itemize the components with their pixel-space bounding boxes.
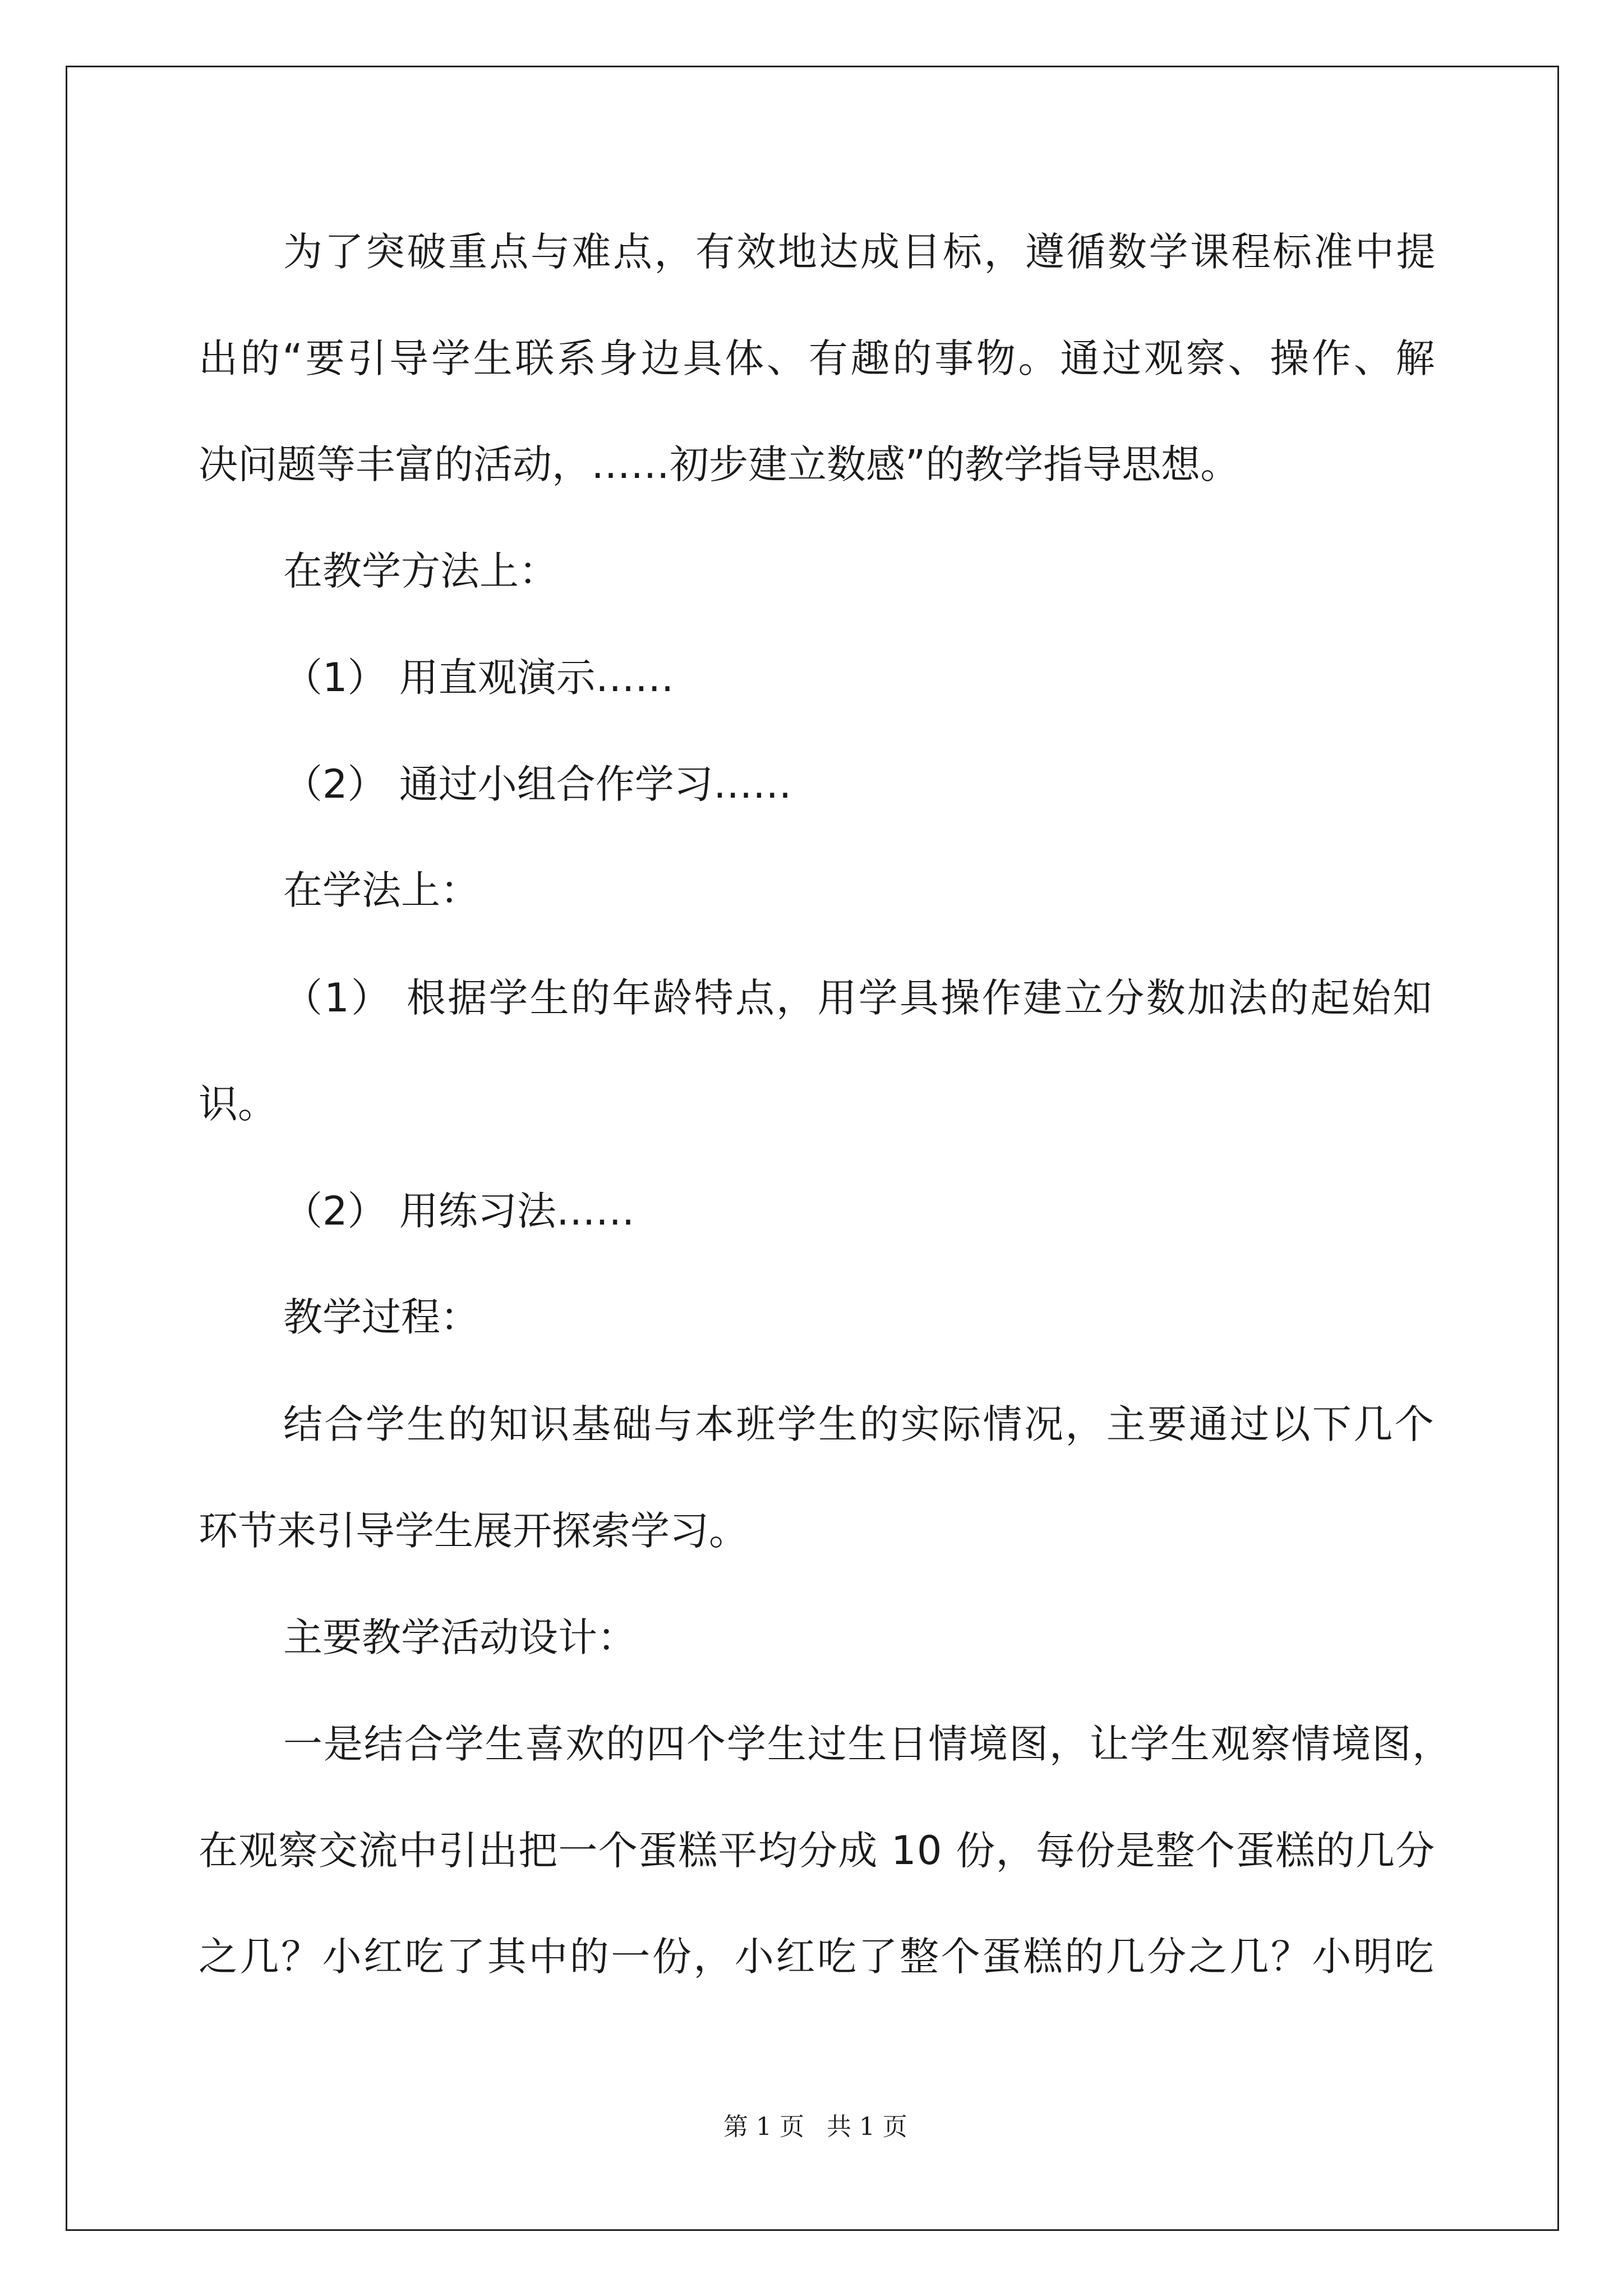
paragraph-line: 结合学生的知识基础与本班学生的实际情况，主要通过以下几个 bbox=[283, 1401, 1436, 1447]
paragraph-line: 之几？小红吃了其中的一份，小红吃了整个蛋糕的几分之几？小明吃 bbox=[199, 1934, 1436, 1980]
section-label: 教学过程： bbox=[283, 1294, 479, 1340]
page-footer bbox=[723, 2110, 907, 2144]
section-label: 在学法上： bbox=[283, 867, 479, 913]
paragraph-line: 识。 bbox=[199, 1081, 277, 1127]
list-item: （2） 用练习法…… bbox=[283, 1188, 635, 1234]
page-number: 第 1 页 bbox=[723, 2113, 804, 2141]
paragraph-line: 环节来引导学生展开探索学习。 bbox=[199, 1508, 748, 1554]
paragraph-line: 一是结合学生喜欢的四个学生过生日情境图，让学生观察情境图， bbox=[283, 1721, 1453, 1767]
page-count: 共 1 页 bbox=[826, 2113, 907, 2141]
page-border bbox=[66, 66, 1559, 2231]
section-label: 在教学方法上： bbox=[283, 548, 558, 594]
list-item: （2） 通过小组合作学习…… bbox=[283, 761, 792, 807]
list-item: （1） 根据学生的年龄特点，用学具操作建立分数加法的起始知 bbox=[283, 975, 1434, 1021]
list-item: （1） 用直观演示…… bbox=[283, 655, 674, 701]
paragraph-line: 在观察交流中引出把一个蛋糕平均分成 10 份，每份是整个蛋糕的几分 bbox=[199, 1828, 1436, 1874]
paragraph-line: 决问题等丰富的活动，……初步建立数感”的教学指导思想。 bbox=[199, 441, 1240, 487]
section-label: 主要教学活动设计： bbox=[283, 1614, 637, 1660]
paragraph-line: 出的“要引导学生联系身边具体、有趣的事物。通过观察、操作、解 bbox=[199, 335, 1438, 381]
paragraph-line: 为了突破重点与难点，有效地达成目标，遵循数学课程标准中提 bbox=[283, 229, 1437, 275]
